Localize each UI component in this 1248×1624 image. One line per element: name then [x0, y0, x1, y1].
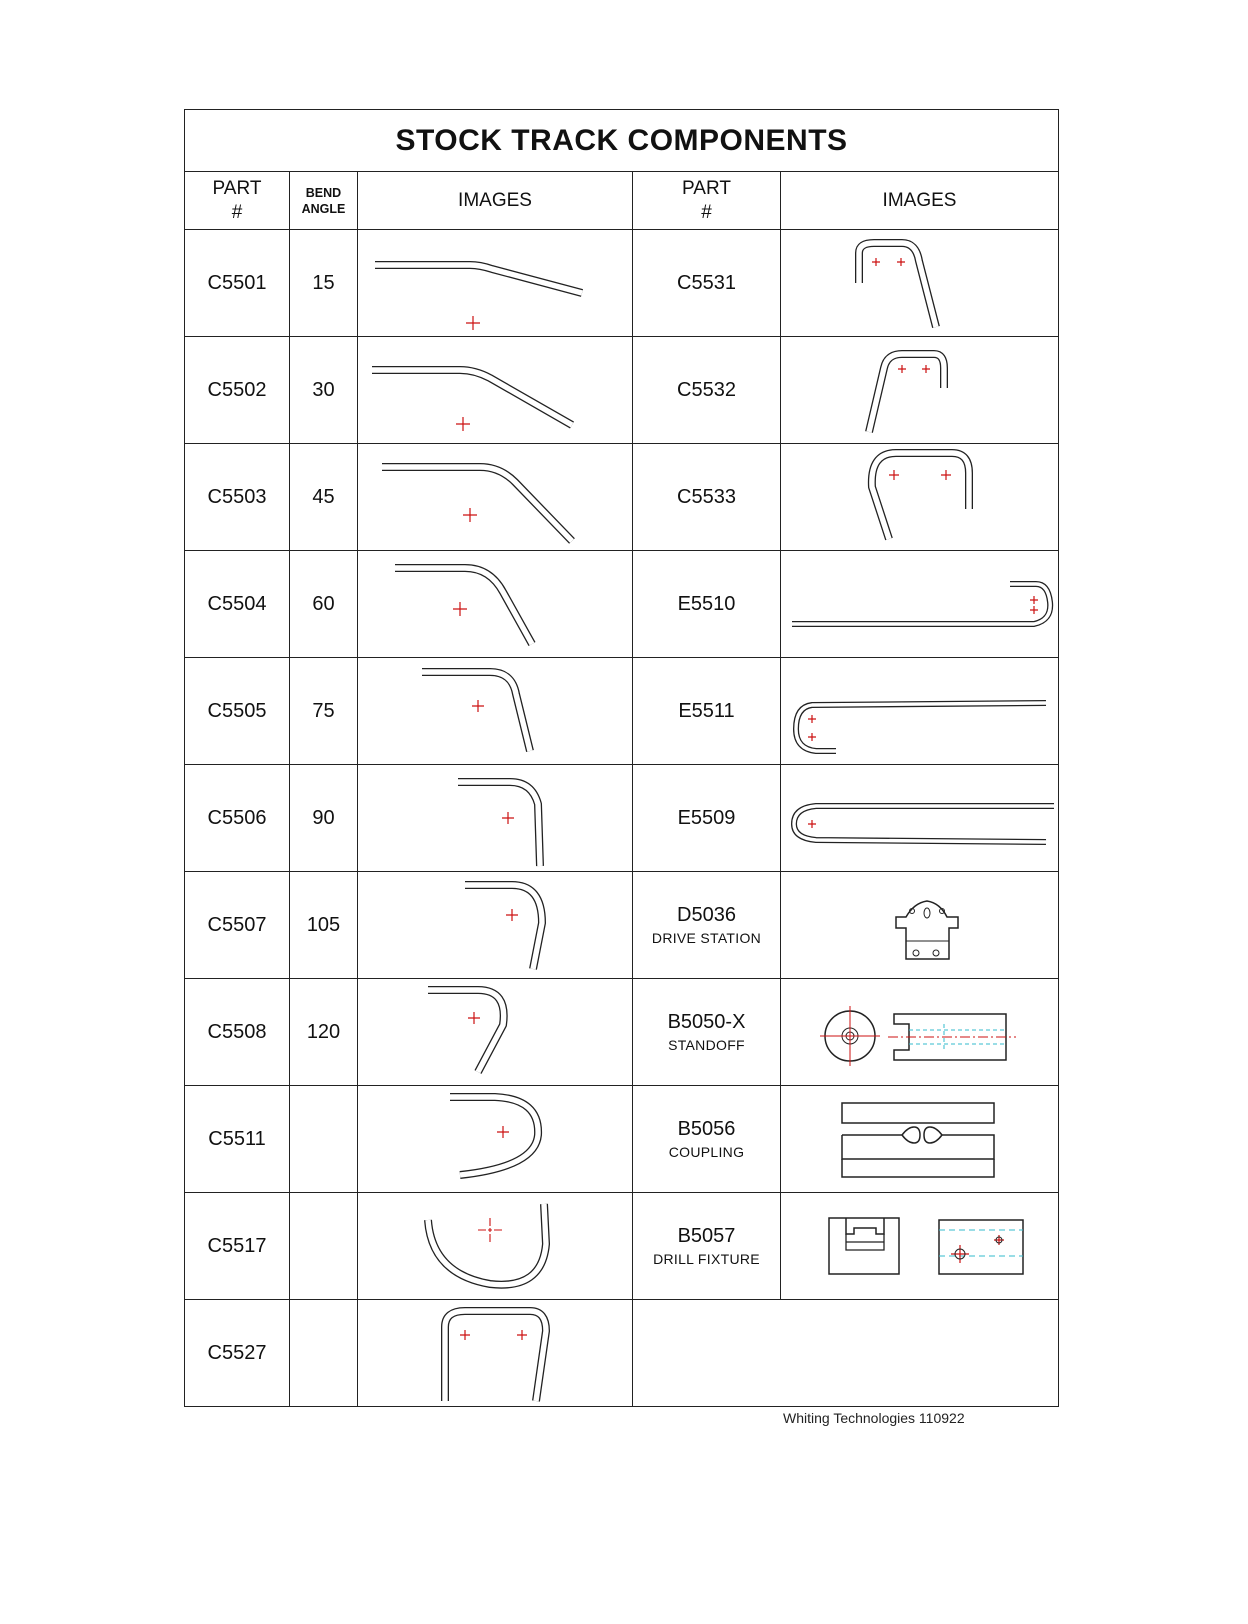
image-cell	[358, 979, 633, 1086]
stock-track-table	[184, 109, 1059, 1407]
part-number: C5533	[677, 485, 736, 508]
component-drawing	[360, 873, 630, 977]
part-number-cell-right	[633, 658, 781, 765]
image-cell-right	[781, 337, 1059, 444]
table-row	[185, 444, 1059, 551]
image-cell-right	[781, 551, 1059, 658]
table-row	[185, 979, 1059, 1086]
part-number: D5036	[677, 904, 736, 926]
image-cell-right	[781, 444, 1059, 551]
part-number-cell-right	[633, 1086, 781, 1193]
part-number-cell: C5504	[185, 551, 290, 658]
image-cell	[358, 765, 633, 872]
part-number: C5531	[677, 271, 736, 294]
image-cell-right	[781, 658, 1059, 765]
component-drawing	[784, 552, 1056, 656]
image-cell-right	[781, 1086, 1059, 1193]
component-drawing	[360, 1087, 630, 1191]
table-row	[185, 230, 1059, 337]
part-number: B5056	[677, 1118, 736, 1140]
bend-angle-cell: 90	[290, 765, 358, 872]
image-cell	[358, 230, 633, 337]
part-number-cell: C5508	[185, 979, 290, 1086]
image-cell	[358, 1300, 633, 1407]
part-number: E5511	[678, 699, 735, 722]
bend-angle-cell: 120	[290, 979, 358, 1086]
image-cell	[358, 658, 633, 765]
image-cell	[358, 444, 633, 551]
part-description: DRIVE STATION	[651, 930, 762, 946]
part-number-cell: C5505	[185, 658, 290, 765]
image-cell	[358, 551, 633, 658]
part-number-cell-right	[633, 1193, 781, 1300]
sheet-title: STOCK TRACK COMPONENTS	[185, 110, 1059, 172]
part-header-line2: #	[231, 201, 243, 223]
table-row	[185, 1193, 1059, 1300]
bend-angle-cell: 60	[290, 551, 358, 658]
component-drawing	[360, 766, 630, 870]
bend-angle-column-header	[290, 172, 358, 230]
image-cell	[358, 337, 633, 444]
part-number-cell-right	[633, 765, 781, 872]
component-drawing	[784, 1194, 1056, 1298]
bend-header-line1: BEND	[305, 185, 342, 200]
part-number-cell: C5511	[185, 1086, 290, 1193]
part-number-cell: C5501	[185, 230, 290, 337]
bend-angle-cell: 15	[290, 230, 358, 337]
table-row	[185, 551, 1059, 658]
component-drawing	[784, 445, 1056, 549]
part-number-cell-right	[633, 979, 781, 1086]
component-drawing	[360, 1301, 630, 1405]
component-drawing	[784, 980, 1056, 1084]
bend-angle-cell: 30	[290, 337, 358, 444]
component-drawing	[784, 873, 1056, 977]
image-cell	[358, 1193, 633, 1300]
part-number-cell-right	[633, 872, 781, 979]
images-column-header: IMAGES	[358, 172, 633, 230]
bend-angle-cell: 45	[290, 444, 358, 551]
image-cell-right	[781, 979, 1059, 1086]
image-cell	[358, 1086, 633, 1193]
table-row	[185, 1300, 1059, 1407]
component-drawing	[360, 1194, 630, 1298]
part-column-header	[185, 172, 290, 230]
part-number-cell: C5527	[185, 1300, 290, 1407]
part-number-cell: C5503	[185, 444, 290, 551]
empty-cell	[633, 1300, 1059, 1407]
part-number: E5509	[677, 806, 736, 829]
component-drawing	[360, 659, 630, 763]
part-description: DRILL FIXTURE	[653, 1251, 760, 1267]
component-drawing	[784, 1087, 1056, 1191]
component-drawing	[360, 980, 630, 1084]
footer-credit: Whiting Technologies 110922	[783, 1410, 965, 1426]
table-row	[185, 1086, 1059, 1193]
bend-angle-cell	[290, 1193, 358, 1300]
component-drawing	[360, 552, 630, 656]
part-number: C5532	[677, 378, 736, 401]
table-row	[185, 658, 1059, 765]
image-cell	[358, 872, 633, 979]
part-number-cell: C5507	[185, 872, 290, 979]
image-cell-right	[781, 872, 1059, 979]
component-drawing	[784, 231, 1056, 335]
part-header-line2: #	[701, 201, 712, 223]
bend-angle-cell: 75	[290, 658, 358, 765]
component-drawing	[360, 338, 630, 442]
component-drawing	[360, 445, 630, 549]
image-cell-right	[781, 765, 1059, 872]
part-number-cell: C5502	[185, 337, 290, 444]
table-row	[185, 765, 1059, 872]
part-description: STANDOFF	[668, 1037, 745, 1053]
image-cell-right	[781, 1193, 1059, 1300]
bend-header-line2: ANGLE	[301, 201, 346, 216]
part-column-header-right	[633, 172, 781, 230]
part-header-line1: PART	[212, 177, 262, 199]
part-number: B5050-X	[667, 1011, 746, 1033]
component-drawing	[360, 231, 630, 335]
bend-angle-cell	[290, 1086, 358, 1193]
part-number-cell: C5517	[185, 1193, 290, 1300]
part-number-cell-right	[633, 444, 781, 551]
part-number-cell-right	[633, 230, 781, 337]
part-number: B5057	[677, 1225, 736, 1247]
part-number-cell-right	[633, 551, 781, 658]
bend-angle-cell: 105	[290, 872, 358, 979]
images-column-header-right: IMAGES	[781, 172, 1059, 230]
component-drawing	[784, 659, 1056, 763]
image-cell-right	[781, 230, 1059, 337]
bend-angle-cell	[290, 1300, 358, 1407]
part-number-cell-right	[633, 337, 781, 444]
part-header-line1: PART	[682, 177, 731, 199]
table-row	[185, 337, 1059, 444]
table-row	[185, 872, 1059, 979]
header-row	[185, 172, 1059, 230]
part-number-cell: C5506	[185, 765, 290, 872]
part-description: COUPLING	[668, 1144, 745, 1160]
component-drawing	[784, 338, 1056, 442]
component-drawing	[784, 766, 1056, 870]
part-number: E5510	[677, 592, 736, 615]
